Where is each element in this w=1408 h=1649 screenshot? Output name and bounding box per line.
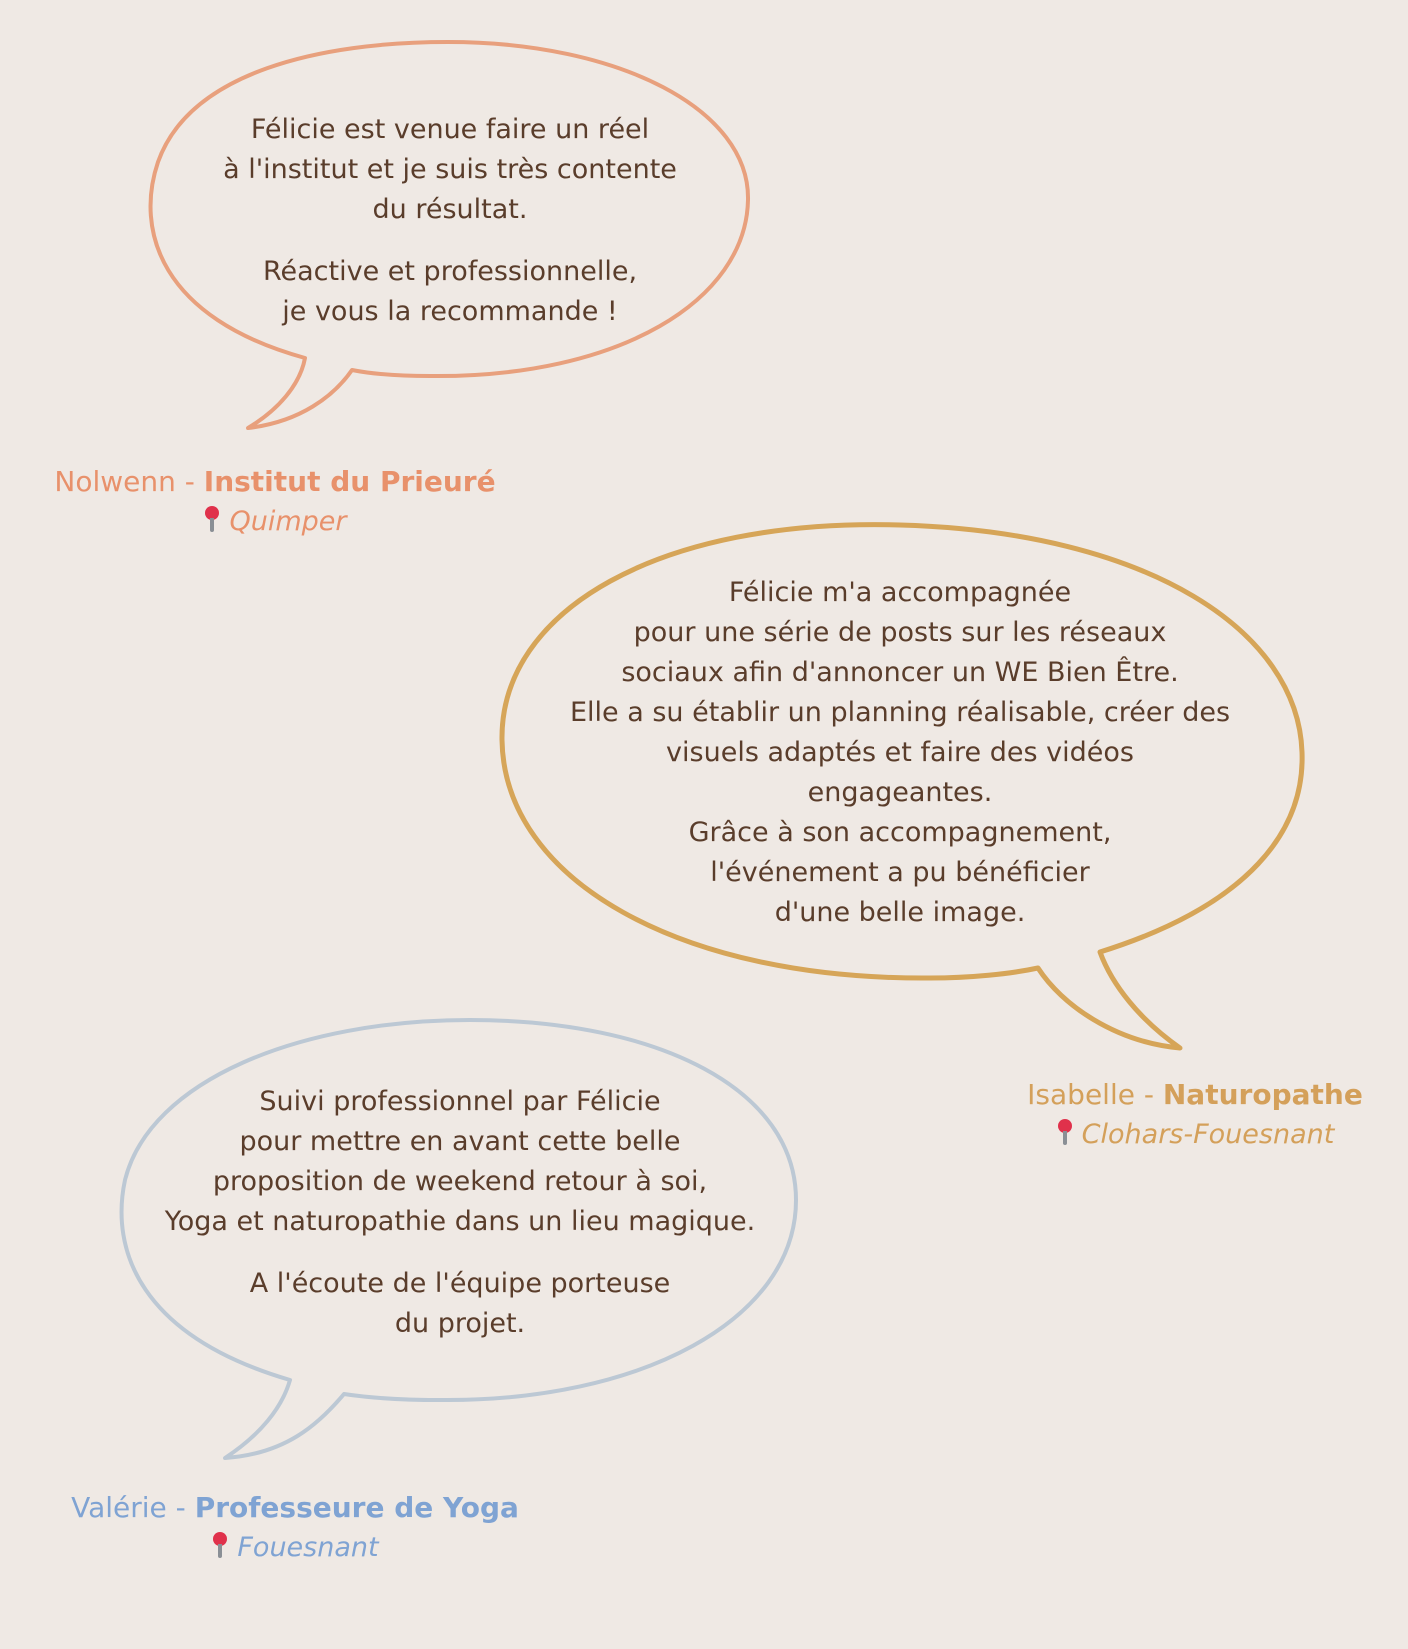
author-separator: - — [166, 1491, 195, 1524]
testimonial-1-author — [20, 462, 530, 542]
text-line: Félicie m'a accompagnée — [728, 577, 1072, 608]
testimonial-1-paragraph-1 — [200, 110, 700, 230]
text-line: du résultat. — [372, 194, 528, 225]
testimonial-3-paragraph-2 — [140, 1264, 780, 1344]
text-line: je vous la recommande ! — [282, 296, 618, 327]
testimonial-3-paragraph-1 — [140, 1082, 780, 1242]
testimonial-1-paragraph-2 — [200, 252, 700, 332]
text-line: d'une belle image. — [774, 897, 1026, 928]
author-location — [20, 502, 530, 542]
author-role: Professeure de Yoga — [194, 1491, 519, 1524]
location-pin-icon — [1056, 1119, 1074, 1147]
testimonial-2-paragraph-1 — [540, 573, 1260, 933]
testimonial-2-author — [1010, 1075, 1380, 1155]
testimonial-2-text — [540, 573, 1260, 933]
location-pin-icon — [203, 506, 221, 534]
text-line: l'événement a pu bénéficier — [710, 857, 1090, 888]
author-name: Isabelle — [1027, 1078, 1135, 1111]
author-location — [40, 1528, 550, 1568]
author-name: Nolwenn — [54, 465, 176, 498]
text-line: pour mettre en avant cette belle — [239, 1126, 681, 1157]
text-line: Elle a su établir un planning réalisable, créer des — [569, 697, 1231, 728]
author-separator: - — [175, 465, 204, 498]
testimonial-3-author — [40, 1488, 550, 1568]
text-line: engageantes. — [807, 777, 993, 808]
text-line: proposition de weekend retour à soi, — [212, 1166, 708, 1197]
author-city: Clohars-Fouesnant — [1081, 1119, 1335, 1150]
testimonial-1-text — [200, 110, 700, 332]
author-role: Naturopathe — [1162, 1078, 1363, 1111]
author-location — [1010, 1115, 1380, 1155]
text-line: sociaux afin d'annoncer un WE Bien Être. — [621, 657, 1179, 688]
text-line: Yoga et naturopathie dans un lieu magique. — [164, 1206, 756, 1237]
author-city: Fouesnant — [237, 1532, 379, 1563]
text-line: Grâce à son accompagnement, — [688, 817, 1112, 848]
text-line: A l'écoute de l'équipe porteuse — [249, 1268, 671, 1299]
testimonial-3-text — [140, 1082, 780, 1344]
text-line: du projet. — [394, 1308, 526, 1339]
text-line: visuels adaptés et faire des vidéos — [666, 737, 1134, 768]
text-line: à l'institut et je suis très contente — [223, 154, 677, 185]
location-pin-icon — [211, 1532, 229, 1560]
text-line: Suivi professionnel par Félicie — [259, 1086, 661, 1117]
author-city: Quimper — [229, 506, 347, 537]
text-line: Félicie est venue faire un réel — [250, 114, 650, 145]
text-line: pour une série de posts sur les réseaux — [633, 617, 1167, 648]
author-name: Valérie — [71, 1491, 167, 1524]
author-separator: - — [1134, 1078, 1163, 1111]
text-line: Réactive et professionnelle, — [262, 256, 638, 287]
author-role: Institut du Prieuré — [203, 465, 496, 498]
